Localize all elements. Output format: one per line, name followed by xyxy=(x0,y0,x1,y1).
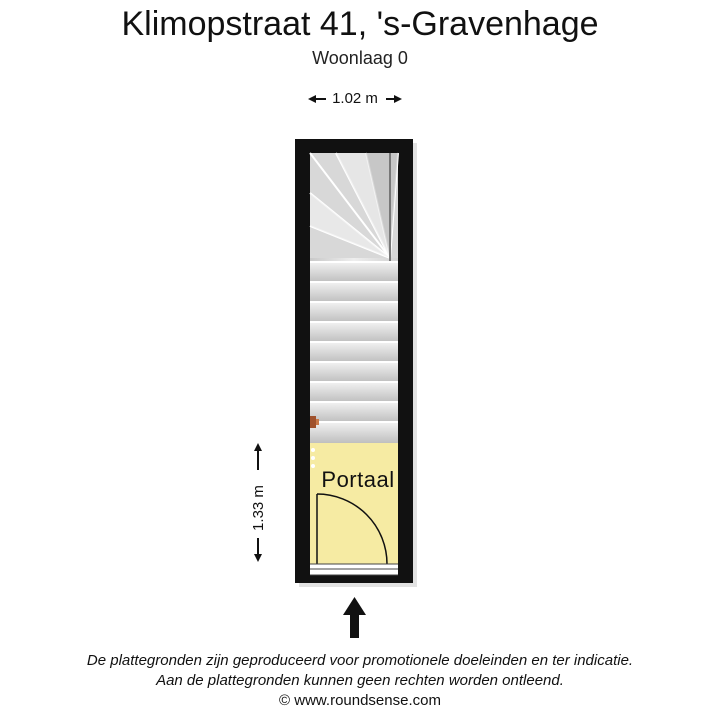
height-dimension-label: 1.33 m xyxy=(250,485,267,531)
page-title: Klimopstraat 41, 's-Gravenhage xyxy=(121,5,599,43)
winding-stairs xyxy=(310,153,398,262)
straight-stairs xyxy=(310,262,398,443)
room-label-portaal: Portaal xyxy=(321,467,395,492)
disclaimer-footer xyxy=(0,651,720,711)
entrance-arrow-icon xyxy=(343,597,366,638)
width-dimension-label: 1.02 m xyxy=(332,90,378,107)
floor-level-subtitle: Woonlaag 0 xyxy=(312,48,408,68)
disclaimer-line-1: De plattegronden zijn geproduceerd voor promotionele doeleinden en ter indicatie. xyxy=(86,652,634,669)
copyright-line: © www.roundsense.com xyxy=(279,692,441,709)
disclaimer-line-2: Aan de plattegronden kunnen geen rechten worden ontleend. xyxy=(156,672,564,689)
meter-icon xyxy=(311,448,315,468)
front-door xyxy=(310,564,398,575)
